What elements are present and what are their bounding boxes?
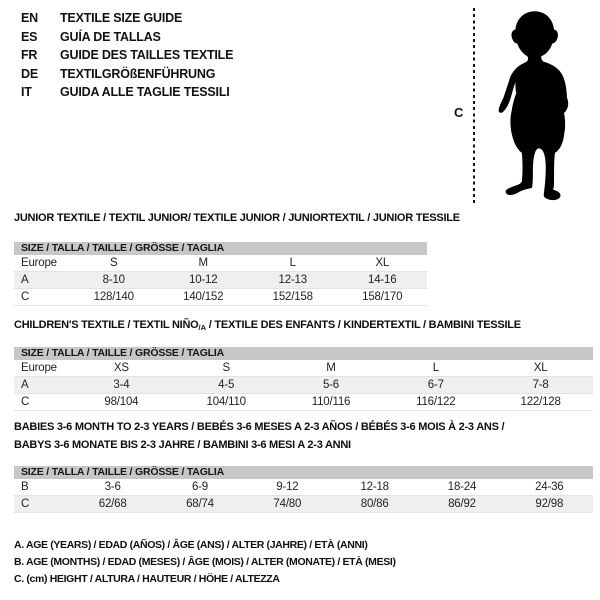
table-cell: 140/152 [183, 291, 224, 303]
row-label: Europe [21, 257, 57, 269]
table-cell: 116/122 [416, 396, 456, 408]
table-cell: M [326, 362, 336, 374]
table-cell: 3-6 [104, 481, 121, 493]
children-title-suffix: / TEXTILE DES ENFANTS / KINDERTEXTIL / BAMBINI TESSILE [205, 319, 521, 331]
footnote-b: B. AGE (MONTHS) / EDAD (MESES) / ÂGE (MOIS) / ALTER (MONATE) / ETÀ (MESI) [14, 556, 396, 568]
table-cell: 5-6 [322, 379, 339, 391]
language-row [21, 65, 233, 84]
footnote-c: C. (cm) HEIGHT / ALTURA / HAUTEUR / HÖHE / ALTEZZA [14, 573, 280, 585]
table-cell: 104/110 [206, 396, 246, 408]
row-label: Europe [21, 362, 57, 374]
table-cell: 152/158 [272, 291, 313, 303]
table-row [14, 496, 593, 513]
table-cell: 12-13 [278, 274, 307, 286]
language-label: GUIDE DES TAILLES TEXTILE [60, 48, 234, 63]
table-cell: 3-4 [113, 379, 130, 391]
row-label: C [21, 396, 30, 408]
language-row [21, 9, 233, 28]
table-cell: 10-12 [189, 274, 218, 286]
table-row [14, 255, 427, 272]
language-code: IT [21, 85, 32, 100]
table-cell: 74/80 [273, 498, 302, 510]
height-measure-dashed-line [473, 8, 475, 206]
babies-size-table [14, 466, 593, 513]
row-label: B [21, 481, 29, 493]
language-code: FR [21, 48, 38, 63]
size-header-bar: SIZE / TALLA / TAILLE / GRÖSSE / TAGLIA [14, 347, 593, 360]
language-label: TEXTILE SIZE GUIDE [60, 11, 183, 26]
table-cell: 12-18 [360, 481, 389, 493]
table-cell: 92/98 [535, 498, 564, 510]
babies-title-line1: BABIES 3-6 MONTH TO 2-3 YEARS / BEBÉS 3-6 MESES A 2-3 AÑOS / BÉBÉS 3-6 MOIS À 2-3 ANS / [14, 421, 505, 433]
row-label: A [21, 379, 29, 391]
table-cell: 62/68 [98, 498, 127, 510]
footnotes-block [14, 537, 396, 588]
language-label: GUIDA ALLE TAGLIE TESSILI [60, 85, 230, 100]
language-label: GUÍA DE TALLAS [60, 29, 161, 44]
table-cell: XL [533, 362, 548, 374]
language-code: ES [21, 29, 38, 44]
table-cell: 24-36 [535, 481, 564, 493]
table-cell: 122/128 [520, 396, 561, 408]
table-cell: 18-24 [447, 481, 477, 493]
size-header-bar: SIZE / TALLA / TAILLE / GRÖSSE / TAGLIA [14, 466, 593, 479]
footnote-a: A. AGE (YEARS) / EDAD (AÑOS) / ÂGE (ANS) / ALTER (JAHRE) / ETÀ (ANNI) [14, 539, 368, 551]
table-cell: L [432, 362, 439, 374]
table-row [14, 360, 593, 377]
size-header-bar: SIZE / TALLA / TAILLE / GRÖSSE / TAGLIA [14, 242, 427, 255]
table-cell: 158/170 [362, 291, 403, 303]
table-cell: 110/116 [311, 396, 351, 408]
language-row [21, 28, 233, 47]
junior-table-title: JUNIOR TEXTILE / TEXTIL JUNIOR/ TEXTILE JUNIOR / JUNIORTEXTIL / JUNIOR TESSILE [14, 212, 460, 224]
table-row [14, 272, 427, 289]
table-cell: 7-8 [532, 379, 549, 391]
table-row [14, 377, 593, 394]
babies-table-title [14, 418, 504, 454]
row-label: C [21, 498, 30, 510]
children-size-table [14, 347, 593, 411]
toddler-silhouette-icon [497, 4, 589, 208]
babies-title-line2: BABYS 3-6 MONATE BIS 2-3 JAHRE / BAMBINI 3-6 MESI A 2-3 ANNI [14, 439, 351, 451]
table-cell: 8-10 [102, 274, 125, 286]
table-cell: 68/74 [186, 498, 214, 510]
table-cell: 6-7 [427, 379, 444, 391]
table-cell: 4-5 [218, 379, 235, 391]
table-cell: 9-12 [276, 481, 299, 493]
table-row [14, 289, 427, 306]
table-cell: S [222, 362, 230, 374]
language-row [21, 46, 233, 65]
table-row [14, 479, 593, 496]
table-cell: 86/92 [448, 498, 476, 510]
table-cell: XL [375, 257, 390, 269]
table-cell: 128/140 [93, 291, 134, 303]
language-code: EN [21, 11, 38, 26]
height-measure-label: C [454, 105, 464, 120]
table-cell: S [110, 257, 118, 269]
language-code: DE [21, 66, 38, 81]
junior-size-table [14, 242, 427, 306]
children-table-title [14, 319, 521, 332]
row-label: A [21, 274, 29, 286]
table-cell: 80/86 [360, 498, 389, 510]
children-title-subscript: /A [198, 323, 206, 332]
table-cell: 6-9 [191, 481, 208, 493]
language-row [21, 83, 233, 102]
table-cell: XS [113, 362, 129, 374]
children-title-prefix: CHILDREN'S TEXTILE / TEXTIL NIÑO [14, 319, 199, 331]
table-cell: 14-16 [368, 274, 397, 286]
language-title-block [21, 9, 233, 102]
language-label: TEXTILGRÖßENFÜHRUNG [60, 66, 216, 81]
table-cell: 98/104 [104, 396, 139, 408]
table-cell: L [289, 257, 296, 269]
table-cell: M [198, 257, 208, 269]
row-label: C [21, 291, 30, 303]
table-row [14, 394, 593, 411]
